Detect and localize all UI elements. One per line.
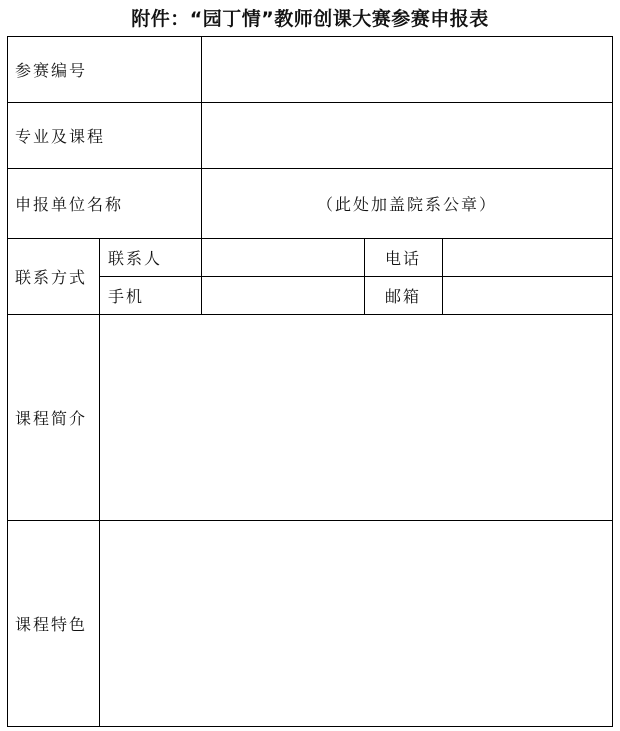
phone-field[interactable] [443,239,613,277]
row-contact-1 [8,239,613,277]
phone-label: 电话 [365,239,443,277]
row-major-course [8,103,613,169]
major-course-label: 专业及课程 [8,103,202,169]
application-form-table [7,36,613,727]
email-label: 邮箱 [365,277,443,315]
email-field[interactable] [443,277,613,315]
course-features-field[interactable] [100,521,613,727]
mobile-field[interactable] [202,277,365,315]
entry-number-label: 参赛编号 [8,37,202,103]
course-intro-label: 课程简介 [8,315,100,521]
row-course-features [8,521,613,727]
page-title: 附件：“园丁情”教师创课大赛参赛申报表 [131,8,489,30]
row-course-intro [8,315,613,521]
mobile-label: 手机 [100,277,202,315]
contact-person-label: 联系人 [100,239,202,277]
entry-number-field[interactable] [202,37,613,103]
major-course-field[interactable] [202,103,613,169]
unit-name-field[interactable]: （此处加盖院系公章） [202,169,613,239]
row-entry-number [8,37,613,103]
row-unit-name [8,169,613,239]
course-features-label: 课程特色 [8,521,100,727]
contact-method-label: 联系方式 [8,239,100,315]
course-intro-field[interactable] [100,315,613,521]
contact-person-field[interactable] [202,239,365,277]
unit-name-label: 申报单位名称 [8,169,202,239]
